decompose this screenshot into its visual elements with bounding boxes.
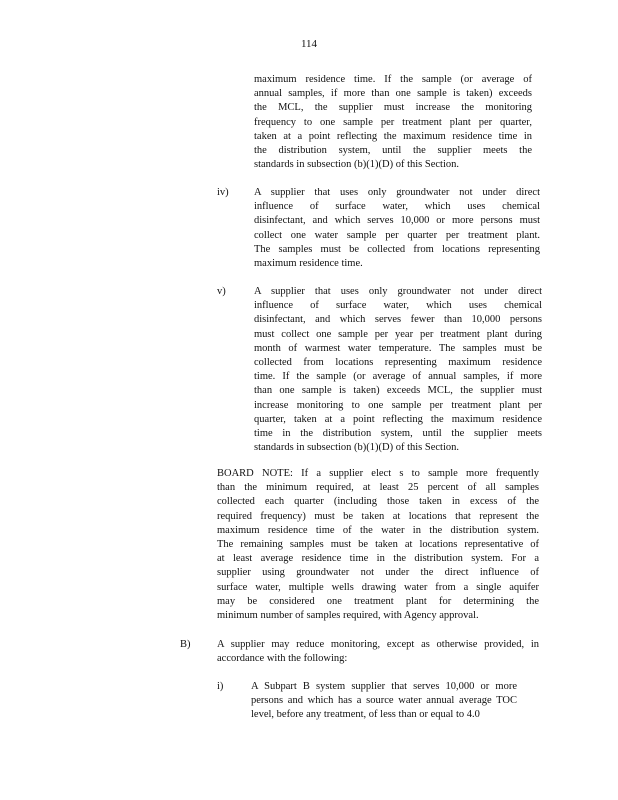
text-line: collect one water sample per quarter per treatment plant. bbox=[254, 229, 540, 241]
text-line: collected from locations representing maximum residence bbox=[254, 357, 542, 369]
text-line: supplier using groundwater not under the direct influence of bbox=[217, 567, 539, 579]
text-line: accordance with the following: bbox=[217, 653, 348, 665]
text-line: A supplier may reduce monitoring, except as otherwise provided, in bbox=[217, 639, 539, 650]
text-line: surface water, multiple wells drawing water from a single aquifer bbox=[217, 581, 539, 593]
text-line: The remaining samples must be taken at locations representative of bbox=[217, 539, 539, 551]
text-line: minimum number of samples required, with Agency approval. bbox=[217, 610, 479, 622]
item-iv-marker: iv) bbox=[217, 187, 229, 198]
text-line: required frequency) must be taken at locations that represent the bbox=[217, 510, 539, 522]
text-line: standards in subsection (b)(1)(D) of this Section. bbox=[254, 442, 460, 454]
text-line: A Subpart B system supplier that serves 10,000 or more bbox=[251, 681, 517, 692]
item-i-marker: i) bbox=[217, 681, 224, 692]
text-line: may be considered one treatment plant for determining the bbox=[217, 595, 539, 607]
text-line: collected each quarter (including those taken in excess of the bbox=[217, 496, 539, 508]
text-line: A supplier that uses only groundwater not under direct bbox=[254, 286, 542, 297]
text-line: maximum residence time. If the sample (or average of bbox=[254, 74, 532, 85]
text-line: the distribution system, until the supplier meets the bbox=[254, 145, 532, 157]
text-line: the MCL, the supplier must increase the monitoring bbox=[254, 102, 532, 114]
text-line: than the minimum required, at least 25 percent of all samples bbox=[217, 482, 539, 494]
text-line: maximum residence time of the water in the distribution system. bbox=[217, 524, 539, 536]
item-b-paragraph bbox=[217, 638, 539, 666]
text-line: persons and which has a source water annual average TOC bbox=[251, 695, 517, 707]
text-line: influence of surface water, which uses chemical bbox=[254, 300, 542, 312]
text-line: standards in subsection (b)(1)(D) of this Section. bbox=[254, 159, 460, 171]
text-line: time in the distribution system, until the supplier meets bbox=[254, 428, 542, 440]
text-line: at least average residence time in the distribution system. For a bbox=[217, 553, 539, 565]
text-line: must collect one sample per year per treatment plant during bbox=[254, 328, 542, 340]
text-line: disinfectant, and which serves fewer than 10,000 persons bbox=[254, 314, 542, 326]
continuation-paragraph bbox=[254, 73, 532, 172]
text-line: influence of surface water, which uses chemical bbox=[254, 201, 540, 213]
item-v-paragraph bbox=[254, 285, 542, 455]
text-line: The samples must be collected from locations representing bbox=[254, 243, 540, 255]
text-line: maximum residence time. bbox=[254, 258, 363, 270]
item-iv-paragraph bbox=[254, 186, 540, 271]
text-line: frequency to one sample per treatment plant per quarter, bbox=[254, 116, 532, 128]
text-line: quarter, taken at a point reflecting the maximum residence bbox=[254, 413, 542, 425]
item-i-paragraph bbox=[251, 680, 517, 723]
item-b-marker: B) bbox=[180, 639, 191, 650]
text-line: than one sample is taken) exceeds MCL, the supplier must bbox=[254, 385, 542, 397]
item-v-marker: v) bbox=[217, 286, 226, 297]
board-note bbox=[217, 467, 539, 623]
text-line: month of warmest water temperature. The samples must be bbox=[254, 342, 542, 354]
text-line: taken at a point reflecting the maximum residence time in bbox=[254, 130, 532, 142]
text-line: increase monitoring to one sample per treatment plant per bbox=[254, 399, 542, 411]
text-line: annual samples, if more than one sample is taken) exceeds bbox=[254, 88, 532, 100]
text-line: level, before any treatment, of less than or equal to 4.0 bbox=[251, 709, 480, 721]
text-line: BOARD NOTE: If a supplier elect s to sample more frequently bbox=[217, 468, 539, 479]
page-number: 114 bbox=[300, 38, 318, 50]
text-line: A supplier that uses only groundwater not under direct bbox=[254, 187, 540, 198]
text-line: disinfectant, and which serves 10,000 or more persons must bbox=[254, 215, 540, 227]
text-line: time. If the sample (or average of annual samples, if more bbox=[254, 371, 542, 383]
